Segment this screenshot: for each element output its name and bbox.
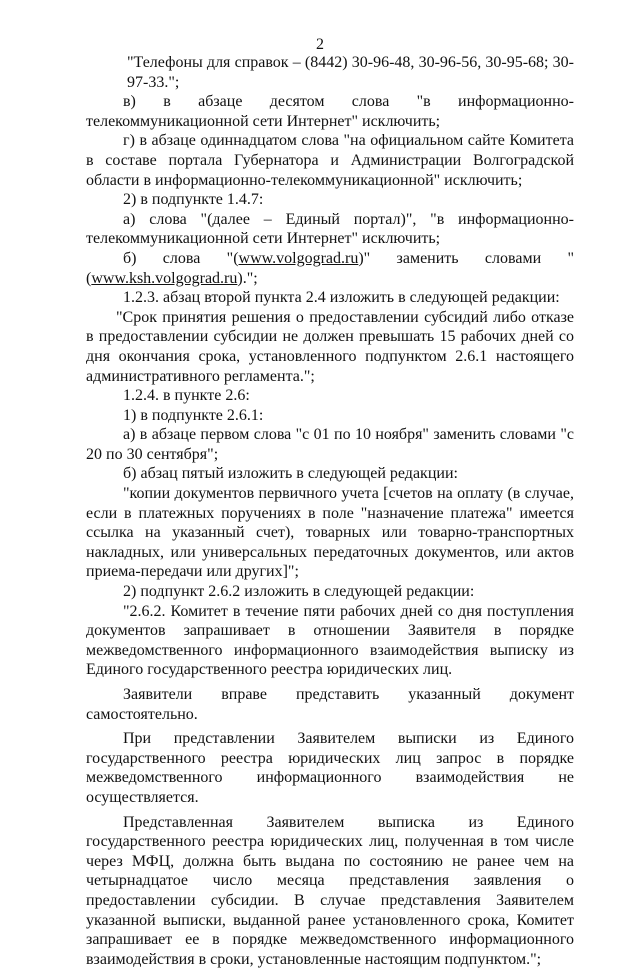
paragraph-a: а) слова "(далее – Единый портал)", "в информационно-телекоммуникационной сети Интернет" исключить; — [86, 210, 574, 248]
paragraph-srok: "Срок принятия решения о предоставлении субсидий либо отказе в предоставлении субсидии не должен превышать 15 рабочих дней со дня окончания срока, установленного подпунктом 2.6.1 настоящего административного регламента."; — [86, 308, 574, 385]
link-ksh-volgograd[interactable]: www.ksh.volgograd.ru — [91, 269, 238, 287]
paragraph-2-6-2-text: "2.6.2. Комитет в течение пяти рабочих дней со дня поступления документов запрашивает в отношении Заявителя в порядке межведомственного информационного взаимодействия выписку из Единого государственного реестра юридических лиц. — [86, 602, 574, 679]
paragraph-b-before: б) слова "( — [123, 249, 239, 267]
paragraph-phones: "Телефоны для справок – (8442) 30-96-48, 30-96-56, 30-95-68; 30-97-33."; — [127, 54, 574, 91]
paragraph-1-2-3: 1.2.3. абзац второй пункта 2.4 изложить в следующей редакции: — [123, 289, 560, 307]
paragraph-subpoint-2-6-2: 2) подпункт 2.6.2 изложить в следующей редакции: — [123, 583, 475, 601]
paragraph-b-fifth: б) абзац пятый изложить в следующей редакции: — [123, 465, 458, 483]
paragraph-b-middle: )" заменить словами "( — [86, 249, 574, 287]
paragraph-b-links — [86, 249, 574, 288]
paragraph-1-2-4: 1.2.4. в пункте 2.6: — [123, 387, 250, 405]
paragraph-g: г) в абзаце одиннадцатом слова "на официальном сайте Комитета в составе портала Губернатора и Администрации Волгоградской области в информационно-телекоммуникационной" исключить; — [86, 132, 574, 189]
paragraph-a-dates: а) в абзаце первом слова "с 01 по 10 ноября" заменить словами "с 20 по 30 сентября"; — [86, 426, 574, 463]
paragraph-v: в) в абзаце десятом слова "в информационно-телекоммуникационной сети Интернет" исключить; — [86, 93, 574, 130]
paragraph-extract-validity: Представленная Заявителем выписка из Единого государственного реестра юридических лиц, полученная в том числе через МФЦ, должна быть выдана по состоянию не ранее чем на четырнадцатое число месяца представления заявления о предоставлении субсидии. В случае представления Заявителем указанной выписки, выданной ранее установленного срока, Комитет запрашивает ее в порядке межведомственного информационного взаимодействия в сроки, установленные настоящим подпунктом."; — [86, 813, 574, 968]
document-body — [86, 53, 574, 969]
paragraph-applicants-right: Заявители вправе представить указанный документ самостоятельно. — [86, 686, 574, 723]
page-number: 2 — [316, 36, 324, 53]
paragraph-no-request: При представлении Заявителем выписки из Единого государственного реестра юридических лиц запрос в порядке межведомственного информационного взаимодействия не осуществляется. — [86, 730, 574, 806]
paragraph-subpoint-1-4-7: 2) в подпункте 1.4.7: — [123, 191, 264, 209]
paragraph-copies: "копии документов первичного учета [счетов на оплату (в случае, если в платежных поручениях в поле "назначение платежа" имеется ссылка на указанный счет), товарных или товарно-транспортных накладных, или универсальных передаточных документов, или актов приема-передачи или других]"; — [86, 485, 574, 581]
paragraph-b-after: )."; — [237, 269, 258, 287]
paragraph-subpoint-2-6-1: 1) в подпункте 2.6.1: — [123, 406, 264, 424]
link-volgograd[interactable]: www.volgograd.ru — [238, 249, 359, 267]
